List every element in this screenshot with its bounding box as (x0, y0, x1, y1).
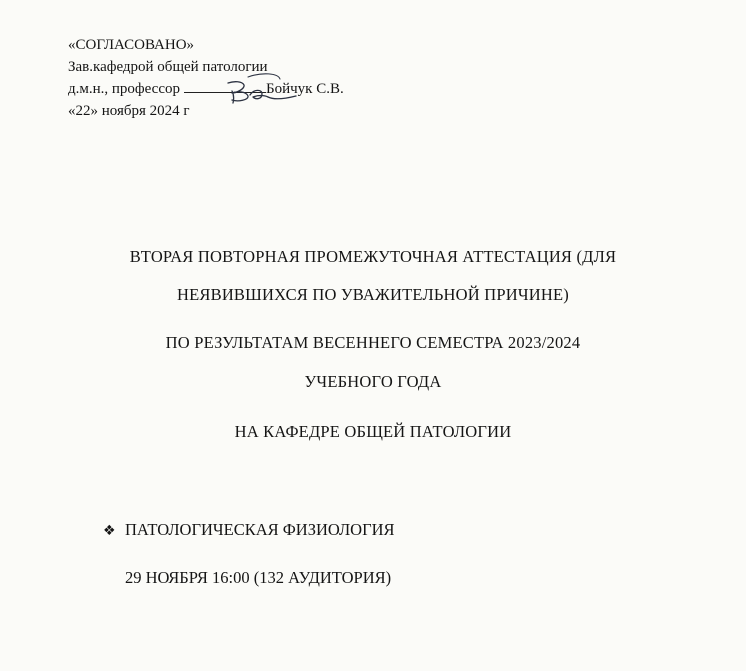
exam-schedule: 29 НОЯБРЯ 16:00 (132 АУДИТОРИЯ) (125, 568, 392, 587)
subject-name: ПАТОЛОГИЧЕСКАЯ ФИЗИОЛОГИЯ (125, 520, 395, 539)
approval-name: Бойчук С.В. (266, 81, 344, 97)
title-line-2: НЕЯВИВШИХСЯ ПО УВАЖИТЕЛЬНОЙ ПРИЧИНЕ) (177, 285, 569, 304)
title-line-4: УЧЕБНОГО ГОДА (304, 372, 442, 391)
title-line-1: ВТОРАЯ ПОВТОРНАЯ ПРОМЕЖУТОЧНАЯ АТТЕСТАЦИЯ (ДЛЯ (129, 247, 617, 266)
title-line-3: ПО РЕЗУЛЬТАТАМ ВЕСЕННЕГО СЕМЕСТРА 2023/2024 (165, 333, 581, 352)
subject-item (103, 520, 395, 540)
approval-degree: д.м.н., профессор (68, 81, 180, 97)
diamond-bullet-icon: ❖ (103, 523, 116, 539)
approval-position: Зав.кафедрой общей патологии (68, 59, 268, 75)
approval-date: «22» ноября 2024 г (68, 103, 190, 119)
handwritten-signature (218, 69, 308, 109)
approval-heading: «СОГЛАСОВАНО» (68, 37, 195, 53)
approval-block (68, 34, 344, 122)
title-line-5: НА КАФЕДРЕ ОБЩЕЙ ПАТОЛОГИИ (234, 422, 512, 441)
